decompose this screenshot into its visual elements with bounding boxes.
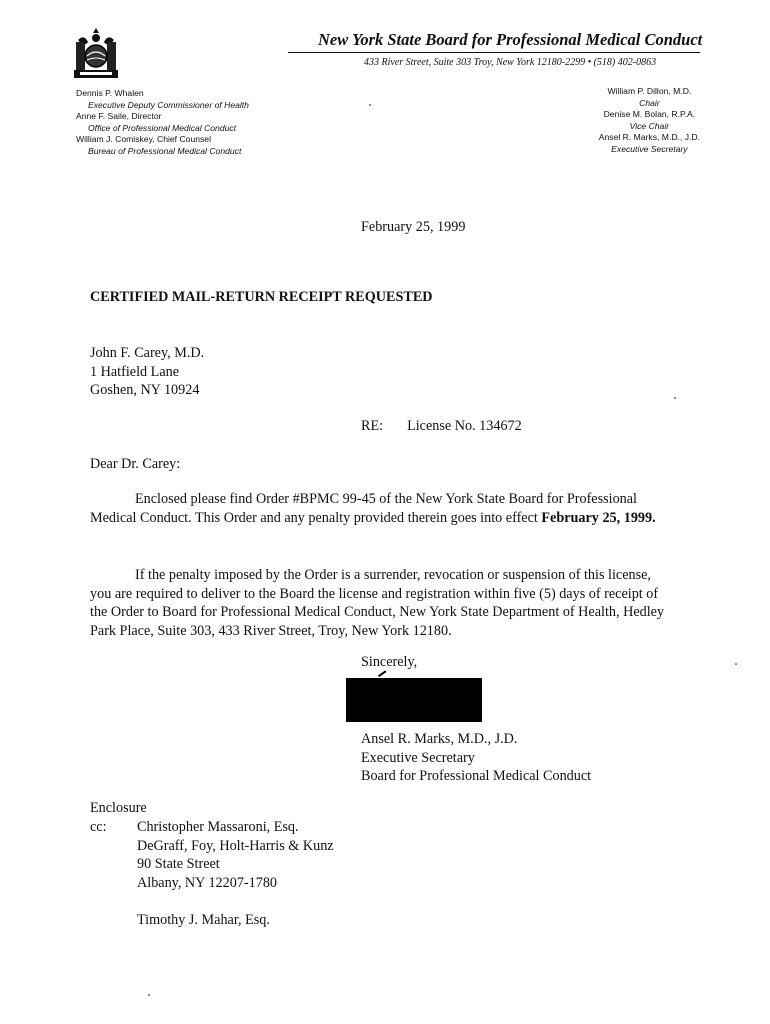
staff-title: Chair (639, 97, 660, 108)
effective-date: February 25, 1999. (541, 509, 656, 526)
staff-name: Anne F. Saile, Director (76, 111, 162, 121)
cc-line: Albany, NY 12207-1780 (137, 874, 278, 891)
cc-line: DeGraff, Foy, Holt-Harris & Kunz (137, 837, 334, 854)
staff-title: Bureau of Professional Medical Conduct (88, 145, 242, 156)
addressee-line: Goshen, NY 10924 (90, 382, 200, 398)
header-divider (288, 52, 700, 53)
staff-name: William P. Dillon, M.D. (607, 86, 692, 96)
cc-line: 90 State Street (137, 856, 220, 872)
cc-line: Timothy J. Mahar, Esq. (137, 911, 270, 928)
addressee-line: John F. Carey, M.D. (90, 345, 205, 361)
new-york-state-seal-icon (70, 26, 122, 80)
staff-title: Office of Professional Medical Conduct (88, 122, 237, 133)
reference-label: RE: (361, 418, 384, 434)
staff-title: Vice Chair (629, 120, 670, 131)
scan-speck (148, 994, 150, 996)
board-address: 433 River Street, Suite 303 Troy, New York 12180-2299 • (518) 402-0863 (364, 57, 657, 68)
signer-block (361, 730, 591, 786)
staff-title: Executive Deputy Commissioner of Health (88, 99, 249, 110)
cc-line: Christopher Massaroni, Esq. (137, 819, 299, 835)
scan-speck (735, 663, 737, 665)
staff-name: William J. Comiskey, Chief Counsel (76, 134, 211, 144)
signer-title: Executive Secretary (361, 749, 475, 766)
staff-list-right (599, 86, 700, 155)
staff-name: Denise M. Bolan, R.P.A. (603, 109, 696, 119)
closing: Sincerely, (361, 654, 418, 670)
scan-speck (369, 104, 371, 106)
delivery-notice: CERTIFIED MAIL-RETURN RECEIPT REQUESTED (90, 289, 433, 305)
reference-line (361, 417, 522, 436)
board-name: New York State Board for Professional Medical Conduct (318, 30, 703, 49)
addressee-block (90, 344, 204, 400)
enclosure-note: Enclosure (90, 800, 147, 816)
signer-organization: Board for Professional Medical Conduct (361, 768, 592, 784)
paragraph-text: Enclosed please find Order #BPMC 99-45 of the New York State Board for Professional Medical Conduct. This Order and any penalty provided therein goes into effect (90, 491, 637, 526)
staff-name: Dennis P. Whalen (76, 88, 144, 98)
letter-date: February 25, 1999 (361, 219, 466, 235)
paragraph-order-notice (90, 490, 675, 527)
signer-name: Ansel R. Marks, M.D., J.D. (361, 731, 518, 747)
scan-speck (674, 397, 676, 399)
paragraph-penalty-instructions (90, 566, 675, 640)
redacted-signature (346, 678, 482, 722)
license-number: License No. 134672 (407, 418, 522, 434)
staff-list-left (76, 88, 249, 157)
addressee-line: 1 Hatfield Lane (90, 363, 180, 380)
staff-title: Executive Secretary (611, 143, 688, 154)
salutation: Dear Dr. Carey: (90, 456, 181, 472)
cc-label: cc: (90, 819, 107, 835)
paragraph-text: If the penalty imposed by the Order is a surrender, revocation or suspension of this license, you are required to deliver to the Board the license and registration within five (5) days of receipt of the Order to Board for Professional Medical Conduct, New York State Department of Health, Hedley Park Place, Suite 303, 433 River Street, Troy, New York 12180. (90, 567, 665, 639)
cc-list (137, 818, 334, 929)
staff-name: Ansel R. Marks, M.D., J.D. (598, 132, 700, 142)
